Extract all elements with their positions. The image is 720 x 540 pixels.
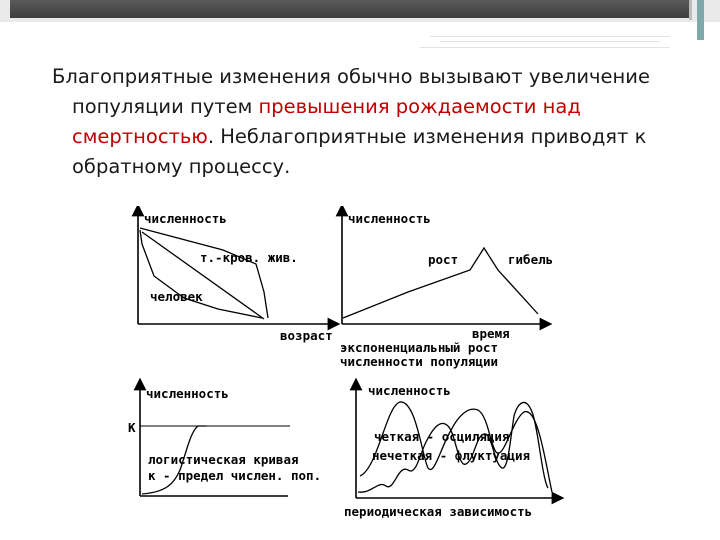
panel-survival <box>138 210 334 343</box>
panel-exponential <box>340 210 553 369</box>
text-segment: . Неблагоприятные изменения приводят к <box>207 125 647 148</box>
decor-line <box>420 47 670 48</box>
decor-line <box>440 41 660 42</box>
panel-logistic <box>128 384 321 496</box>
paragraph-line-3 <box>52 122 672 152</box>
p4-label-fluctuation: нечеткая - флуктуация <box>372 448 531 463</box>
top-bar-accent-teal <box>697 0 704 40</box>
p1-xlabel: возраст <box>280 328 333 343</box>
paragraph-line-2 <box>52 92 672 122</box>
p2-xlabel: время <box>472 326 510 341</box>
population-dynamics-figure <box>128 206 594 526</box>
p2-caption-2: численности популяции <box>340 354 499 369</box>
panel-periodic <box>344 383 558 519</box>
p3-caption-1: логистическая кривая <box>148 452 299 467</box>
p3-k-mark: К <box>128 420 136 435</box>
highlighted-text: превышения рождаемости над <box>258 95 581 118</box>
paragraph-line-4 <box>52 152 672 182</box>
p2-caption-1: экспоненциальный рост <box>340 340 499 355</box>
slide-paragraph <box>52 62 672 182</box>
p4-label-oscillation: четкая - осциляция <box>374 429 510 444</box>
paragraph-line-1 <box>52 62 672 92</box>
text-segment: Благоприятные изменения обычно вызывают увеличение <box>52 65 650 88</box>
p1-label-animals: т.-кров. жив. <box>200 250 298 265</box>
p2-ylabel: численность <box>348 211 431 226</box>
p3-caption-2: к - предел числен. поп. <box>148 468 322 483</box>
slide-top-bar <box>0 0 720 22</box>
p3-ylabel: численность <box>146 386 229 401</box>
p4-ylabel: численность <box>368 383 451 398</box>
decor-line <box>430 36 670 37</box>
p1-label-human: человек <box>150 289 203 304</box>
p2-label-fall: гибель <box>508 252 554 267</box>
top-bar-accent-gray <box>689 0 692 20</box>
p4-xlabel: периодическая зависимость <box>344 504 533 519</box>
top-bar-band <box>10 0 690 18</box>
text-segment: популяции путем <box>72 95 259 118</box>
highlighted-text: смертностью <box>72 125 208 148</box>
p2-label-rise: рост <box>428 252 459 267</box>
figure-svg <box>128 206 594 526</box>
p1-ylabel: численность <box>144 211 227 226</box>
text-segment: обратному процессу. <box>72 155 291 178</box>
